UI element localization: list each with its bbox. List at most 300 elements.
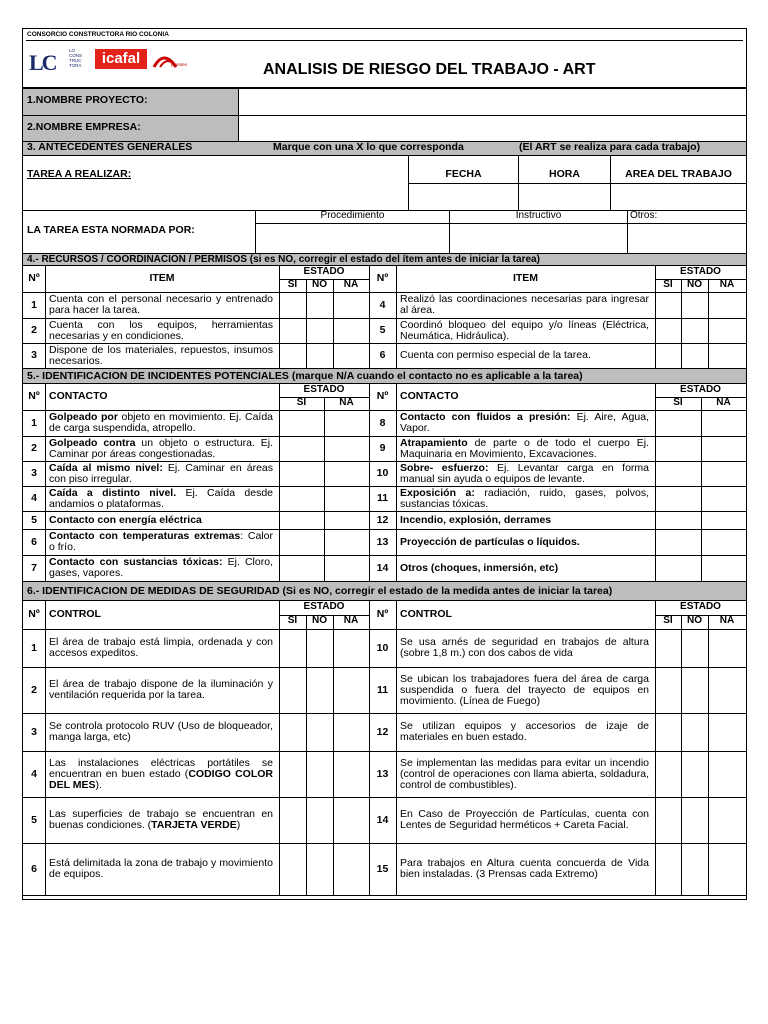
right-na-checkbox[interactable] (708, 667, 746, 713)
left-na-checkbox[interactable] (333, 629, 369, 667)
divider (655, 266, 656, 368)
left-na-checkbox[interactable] (324, 436, 369, 461)
row-text-normal: ). (95, 778, 102, 791)
left-row-number: 3 (31, 349, 37, 361)
left-row-number: 6 (31, 535, 37, 548)
right-num-header: Nº (376, 273, 389, 284)
divider (655, 279, 746, 280)
left-si-checkbox[interactable] (279, 343, 306, 368)
row-text-bold: Atrapamiento (400, 436, 468, 449)
left-row-text (49, 629, 273, 667)
left-na-checkbox[interactable] (333, 292, 369, 318)
left-row-text-content (49, 758, 273, 791)
left-na-checkbox[interactable] (324, 529, 369, 555)
divider (23, 265, 746, 266)
no-header: NO (687, 615, 702, 626)
divider (681, 615, 682, 895)
right-si-checkbox[interactable] (655, 629, 681, 667)
left-no-checkbox[interactable] (306, 843, 333, 895)
row-text-bold: Sobre- esfuerzo: (400, 461, 489, 474)
left-row-text (49, 555, 273, 581)
section4-title: 4.- RECURSOS / COORDINACION / PERMISOS (si es NO, corregir el estado del ítem antes de iniciar la tarea) (23, 254, 746, 265)
right-na-checkbox[interactable] (708, 713, 746, 751)
right-row-number: 12 (376, 513, 389, 526)
section5-title: 5.- IDENTIFICACION DE INCIDENTES POTENCIALES (marque N/A cuando el contacto no es aplicable a la tarea) (23, 369, 746, 383)
row-text-normal: Ej. Cloro, gases, vapores. (49, 556, 273, 579)
left-row-text (49, 292, 273, 318)
right-row-number: 14 (376, 561, 389, 574)
right-no-checkbox[interactable] (681, 343, 708, 368)
section6-title: 6.- IDENTIFICACION DE MEDIDAS DE SEGURIDAD (Si es NO, corregir el estado de la medida antes de iniciar la tarea) (23, 582, 746, 600)
right-num-header: Nº (376, 609, 389, 620)
left-estado-header: ESTADO (303, 266, 345, 277)
divider (279, 601, 280, 895)
row-text-bold: Otros (choques, inmersión, etc) (400, 561, 559, 574)
left-row-text (49, 797, 273, 843)
row-text-bold: TARJETA VERDE (151, 819, 237, 831)
row-text-normal: : Calor o frío. (49, 530, 273, 553)
left-row-text (49, 486, 273, 511)
left-si-checkbox[interactable] (279, 843, 306, 895)
right-row-number: 4 (379, 298, 386, 311)
right-row-number: 13 (376, 767, 389, 780)
left-na-checkbox[interactable] (333, 667, 369, 713)
left-si-checkbox[interactable] (279, 292, 306, 318)
left-row-text (49, 343, 273, 368)
left-row-text-content (49, 488, 273, 510)
company-input[interactable] (239, 116, 746, 141)
left-row-text-content: Se controla protocolo RUV (Uso de bloqueador, manga larga, etc) (49, 720, 273, 743)
left-row-number: 5 (31, 513, 37, 526)
mark-instruction: Marque con una X lo que corresponda (273, 142, 464, 153)
left-si-checkbox[interactable] (279, 436, 324, 461)
divider (279, 279, 369, 280)
right-row-text-content (400, 463, 649, 485)
right-estado-header: ESTADO (680, 266, 721, 277)
left-item-header: CONTACTO (49, 391, 108, 402)
right-na-checkbox[interactable] (708, 318, 746, 343)
divider (45, 266, 46, 368)
right-row-text (400, 511, 649, 529)
left-si-checkbox[interactable] (279, 486, 324, 511)
left-si-checkbox[interactable] (279, 529, 324, 555)
divider (333, 615, 334, 895)
divider (708, 615, 709, 895)
divider (324, 397, 325, 581)
divider (279, 266, 280, 368)
left-na-checkbox[interactable] (333, 343, 369, 368)
divider (279, 384, 280, 581)
right-item-header: ITEM (512, 273, 539, 284)
document-header (22, 28, 747, 88)
left-row-number: 5 (31, 813, 37, 826)
art-form (22, 88, 747, 900)
divider (681, 279, 682, 368)
right-item-header: CONTACTO (400, 391, 459, 402)
company-label: 2.NOMBRE EMPRESA: (23, 116, 238, 141)
left-na-checkbox[interactable] (324, 486, 369, 511)
right-row-text (400, 292, 649, 318)
left-no-checkbox[interactable] (306, 751, 333, 797)
left-na-checkbox[interactable] (324, 511, 369, 529)
divider (238, 89, 239, 141)
right-si-checkbox[interactable] (655, 410, 701, 436)
left-si-checkbox[interactable] (279, 629, 306, 667)
row-text-bold: Caída a distinto nivel. (49, 486, 177, 499)
right-row-text-content: Coordinó bloqueo del equipo y/o líneas (Eléctrica, Neumática, Hidráulica). (400, 318, 649, 342)
right-num-header: Nº (376, 391, 389, 402)
right-row-text (400, 318, 649, 343)
left-row-number: 2 (31, 683, 37, 696)
right-na-checkbox[interactable] (701, 461, 746, 486)
row-text-bold: Contacto con fluidos a presión: (400, 411, 571, 423)
left-row-text (49, 436, 273, 461)
divider (396, 384, 397, 581)
left-row-text (49, 843, 273, 895)
right-row-text (400, 529, 649, 555)
others-input[interactable] (628, 224, 746, 253)
right-na-checkbox[interactable] (708, 629, 746, 667)
left-row-text-content: Dispone de los materiales, repuestos, insumos necesarios. (49, 343, 273, 367)
no-header: NO (312, 615, 327, 626)
left-row-text (49, 410, 273, 436)
divider (369, 384, 370, 581)
divider (279, 615, 369, 616)
divider (23, 895, 746, 896)
right-si-checkbox[interactable] (655, 667, 681, 713)
right-row-text (400, 461, 649, 486)
right-row-text-content: Realizó las coordinaciones necesarias para ingresar al área. (400, 293, 649, 316)
left-row-text-content (49, 463, 273, 485)
left-row-number: 6 (31, 862, 37, 875)
left-na-checkbox[interactable] (333, 751, 369, 797)
divider (23, 383, 746, 384)
row-text-normal: Ej. Caminar en áreas con piso irregular. (49, 461, 273, 485)
divider (23, 115, 746, 116)
left-si-checkbox[interactable] (279, 461, 324, 486)
right-na-checkbox[interactable] (701, 486, 746, 511)
si-header: SI (673, 397, 683, 408)
left-row-text (49, 751, 273, 797)
left-si-checkbox[interactable] (279, 751, 306, 797)
right-row-text (400, 343, 649, 368)
left-num-header: Nº (28, 273, 40, 284)
right-no-checkbox[interactable] (681, 292, 708, 318)
no-header: NO (312, 279, 327, 290)
right-row-text (400, 667, 649, 713)
left-na-checkbox[interactable] (324, 555, 369, 581)
left-na-checkbox[interactable] (333, 797, 369, 843)
row-text-bold: Golpeado por (49, 411, 118, 423)
right-estado-header: ESTADO (680, 601, 721, 612)
row-text-normal: Las instalaciones eléctricas portátiles se encuentran en buen estado ( (49, 756, 273, 780)
divider (45, 601, 46, 895)
right-row-number: 6 (379, 349, 386, 361)
header-divider (26, 40, 743, 41)
left-row-text-content: El área de trabajo está limpia, ordenada y con accesos expeditos. (49, 636, 273, 659)
row-text-normal: Ej. Levantar carga en forma manual sin ayuda o equipos de levante. (400, 461, 649, 485)
row-text-bold: Contacto con sustancias tóxicas: (49, 556, 223, 568)
left-row-text-content (49, 412, 273, 434)
left-row-number: 4 (31, 767, 37, 780)
divider (369, 601, 370, 895)
left-row-text-content (49, 809, 273, 831)
left-no-checkbox[interactable] (306, 667, 333, 713)
row-text-normal: objeto en movimiento. Ej. Caída de carga suspendida, atropello. (49, 411, 273, 434)
right-si-checkbox[interactable] (655, 713, 681, 751)
left-estado-header: ESTADO (303, 601, 345, 612)
section3-title: 3. ANTECEDENTES GENERALES (27, 142, 193, 153)
project-label: 1.NOMBRE PROYECTO: (23, 89, 238, 115)
right-row-text-content (400, 412, 649, 434)
right-row-number: 11 (376, 683, 389, 696)
si-header: SI (287, 279, 298, 290)
row-text-normal: Ej. Caída desde andamios o plataformas. (49, 486, 273, 510)
row-text-bold: CODIGO COLOR DEL MES (49, 767, 273, 791)
right-row-number: 8 (379, 416, 386, 429)
left-row-text (49, 667, 273, 713)
left-row-number: 4 (31, 492, 37, 504)
right-item-header: CONTROL (400, 609, 452, 620)
left-row-text-content (49, 515, 202, 526)
right-na-checkbox[interactable] (701, 529, 746, 555)
area-label: AREA DEL TRABAJO (625, 169, 732, 180)
left-item-header: ITEM (149, 273, 175, 284)
right-no-checkbox[interactable] (681, 797, 708, 843)
right-si-checkbox[interactable] (655, 511, 701, 529)
row-text-bold: Contacto con temperaturas extremas (49, 530, 241, 542)
right-row-number: 10 (376, 467, 389, 479)
right-estado-header: ESTADO (680, 384, 721, 395)
divider (708, 279, 709, 368)
left-no-checkbox[interactable] (306, 292, 333, 318)
right-na-checkbox[interactable] (701, 410, 746, 436)
right-row-text (400, 555, 649, 581)
right-na-checkbox[interactable] (701, 436, 746, 461)
right-row-number: 10 (376, 641, 389, 654)
right-si-checkbox[interactable] (655, 555, 701, 581)
right-no-checkbox[interactable] (681, 751, 708, 797)
right-no-checkbox[interactable] (681, 667, 708, 713)
instructive-checkbox[interactable] (450, 224, 627, 253)
right-row-number: 12 (376, 725, 389, 738)
divider (396, 601, 397, 895)
si-header: SI (663, 615, 673, 626)
row-text-normal: ) (236, 819, 241, 831)
procedure-checkbox[interactable] (256, 224, 449, 253)
right-row-text (400, 410, 649, 436)
right-row-text-content: Para trabajos en Altura cuenta concuerda de Vida bien instaladas. (3 Prensas cada Extremo) (400, 857, 649, 880)
right-na-checkbox[interactable] (708, 797, 746, 843)
no-header: NO (687, 279, 702, 290)
right-no-checkbox[interactable] (681, 318, 708, 343)
right-row-text (400, 629, 649, 667)
lc-logo-subtext: LO CONS TRUC TORA (69, 48, 83, 68)
left-row-text (49, 529, 273, 555)
right-row-number: 9 (379, 442, 386, 454)
right-row-text-content (400, 563, 558, 574)
divider (369, 266, 370, 368)
art-note: (El ART se realiza para cada trabajo) (519, 142, 701, 153)
time-input[interactable] (519, 184, 610, 210)
icafal-logo: icafal (95, 49, 147, 69)
left-row-number: 3 (31, 725, 37, 738)
left-row-text (49, 461, 273, 486)
right-si-checkbox[interactable] (655, 751, 681, 797)
row-text-normal: un objeto o estructura. Ej. Caminar por áreas congestionadas. (49, 436, 273, 460)
right-row-number: 5 (379, 324, 386, 336)
instructive-label: Instructivo (515, 210, 562, 221)
divider (655, 384, 656, 581)
procedure-label: Procedimiento (320, 210, 385, 221)
row-text-bold: Contacto con energía eléctrica (49, 513, 202, 526)
right-row-text (400, 713, 649, 751)
left-si-checkbox[interactable] (279, 318, 306, 343)
row-text-normal: Las superficies de trabajo se encuentran en buenas condiciones. ( (49, 808, 273, 831)
right-na-checkbox[interactable] (708, 843, 746, 895)
right-si-checkbox[interactable] (655, 318, 681, 343)
right-no-checkbox[interactable] (681, 713, 708, 751)
others-label: Otros: (630, 210, 658, 221)
left-no-checkbox[interactable] (306, 318, 333, 343)
date-label: FECHA (445, 169, 482, 180)
left-si-checkbox[interactable] (279, 511, 324, 529)
right-na-checkbox[interactable] (708, 343, 746, 368)
left-row-text (49, 713, 273, 751)
left-num-header: Nº (28, 609, 40, 620)
right-si-checkbox[interactable] (655, 343, 681, 368)
divider (701, 397, 702, 581)
left-row-number: 1 (31, 416, 37, 429)
company-name: CONSORCIO CONSTRUCTORA RIO COLONIA (27, 31, 169, 38)
left-na-checkbox[interactable] (333, 318, 369, 343)
divider (306, 615, 307, 895)
right-row-text-content (400, 488, 649, 510)
right-row-text-content: Se utilizan equipos y accesorios de izaje de materiales en buen estado. (400, 720, 649, 743)
puentes-logo-text: puentes (171, 62, 188, 67)
right-row-text-content: Cuenta con permiso especial de la tarea. (400, 349, 591, 361)
right-no-checkbox[interactable] (681, 629, 708, 667)
area-input[interactable] (611, 184, 746, 210)
left-na-checkbox[interactable] (324, 410, 369, 436)
right-row-text-content (400, 537, 580, 548)
right-si-checkbox[interactable] (655, 843, 681, 895)
si-header: SI (296, 397, 307, 408)
left-row-text-content (49, 438, 273, 460)
right-si-checkbox[interactable] (655, 486, 701, 511)
left-estado-header: ESTADO (303, 384, 345, 395)
right-row-text (400, 751, 649, 797)
na-header: NA (343, 615, 359, 626)
na-header: NA (716, 397, 731, 408)
left-no-checkbox[interactable] (306, 797, 333, 843)
right-row-number: 13 (376, 535, 389, 548)
na-header: NA (343, 279, 359, 290)
left-no-checkbox[interactable] (306, 713, 333, 751)
left-na-checkbox[interactable] (324, 461, 369, 486)
divider (306, 279, 307, 368)
right-na-checkbox[interactable] (708, 751, 746, 797)
left-row-text (49, 511, 273, 529)
row-text-normal: radiación, ruido, gases, polvos, sustancias tóxicas. (400, 486, 649, 510)
divider (23, 600, 746, 601)
right-row-text-content (400, 438, 649, 460)
na-header: NA (719, 279, 735, 290)
divider (45, 384, 46, 581)
right-si-checkbox[interactable] (655, 529, 701, 555)
left-si-checkbox[interactable] (279, 555, 324, 581)
right-si-checkbox[interactable] (655, 461, 701, 486)
left-si-checkbox[interactable] (279, 667, 306, 713)
right-row-text-content (400, 515, 551, 526)
left-row-text-content (49, 557, 273, 579)
right-row-text-content: Se ubican los trabajadores fuera del área de carga suspendida o fuera del trayecto de equipos en movimiento. (Línea de Fuego) (400, 672, 649, 707)
right-row-text-content: Se usa arnés de seguridad en trabajos de altura (sobre 1,8 m.) con dos cabos de vida (400, 636, 649, 659)
right-na-checkbox[interactable] (708, 292, 746, 318)
time-label: HORA (549, 169, 580, 180)
row-text-bold: Golpeado contra (49, 436, 136, 449)
left-row-text-content: Cuenta con el personal necesario y entrenado para hacer la tarea. (49, 293, 273, 316)
right-row-number: 15 (376, 862, 389, 875)
left-na-checkbox[interactable] (333, 843, 369, 895)
left-na-checkbox[interactable] (333, 713, 369, 751)
left-row-number: 2 (31, 324, 37, 336)
divider (333, 279, 334, 368)
divider (655, 601, 656, 895)
right-row-text-content: En Caso de Proyección de Partículas, cuenta con Lentes de Seguridad herméticos + Careta Facial. (400, 808, 649, 831)
date-input[interactable] (409, 184, 518, 210)
left-row-number: 1 (31, 641, 37, 654)
right-row-number: 14 (376, 813, 389, 826)
right-row-text (400, 797, 649, 843)
right-na-checkbox[interactable] (701, 555, 746, 581)
right-si-checkbox[interactable] (655, 292, 681, 318)
row-text-bold: Caída al mismo nivel: (49, 461, 163, 474)
si-header: SI (287, 615, 298, 626)
left-si-checkbox[interactable] (279, 713, 306, 751)
left-si-checkbox[interactable] (279, 797, 306, 843)
left-row-number: 7 (31, 561, 37, 574)
project-input[interactable] (239, 89, 746, 115)
left-si-checkbox[interactable] (279, 410, 324, 436)
si-header: SI (663, 279, 673, 290)
document-title: ANALISIS DE RIESGO DEL TRABAJO - ART (263, 61, 596, 78)
task-label: TAREA A REALIZAR: (27, 169, 132, 180)
right-si-checkbox[interactable] (655, 797, 681, 843)
na-header: NA (339, 397, 354, 408)
row-text-normal: de parte o de todo el cuerpo Ej. Maquinaria en Movimiento, Excavaciones. (400, 436, 649, 460)
right-row-text (400, 486, 649, 511)
right-no-checkbox[interactable] (681, 843, 708, 895)
right-na-checkbox[interactable] (701, 511, 746, 529)
left-no-checkbox[interactable] (306, 629, 333, 667)
normed-label: LA TAREA ESTA NORMADA POR: (27, 225, 195, 236)
na-header: NA (719, 615, 735, 626)
left-row-text (49, 318, 273, 343)
row-text-normal: Ej. Aire, Agua, Vapor. (400, 411, 649, 434)
left-row-number: 1 (31, 298, 37, 311)
right-row-number: 11 (376, 492, 389, 504)
right-si-checkbox[interactable] (655, 436, 701, 461)
left-no-checkbox[interactable] (306, 343, 333, 368)
left-row-number: 3 (31, 467, 37, 479)
right-row-text (400, 436, 649, 461)
task-input[interactable] (23, 156, 408, 210)
left-row-text-content: El área de trabajo dispone de la iluminación y ventilación requerida por la tarea. (49, 678, 273, 701)
left-row-number: 2 (31, 442, 37, 454)
puentes-logo-icon (150, 47, 196, 71)
left-num-header: Nº (28, 391, 40, 402)
